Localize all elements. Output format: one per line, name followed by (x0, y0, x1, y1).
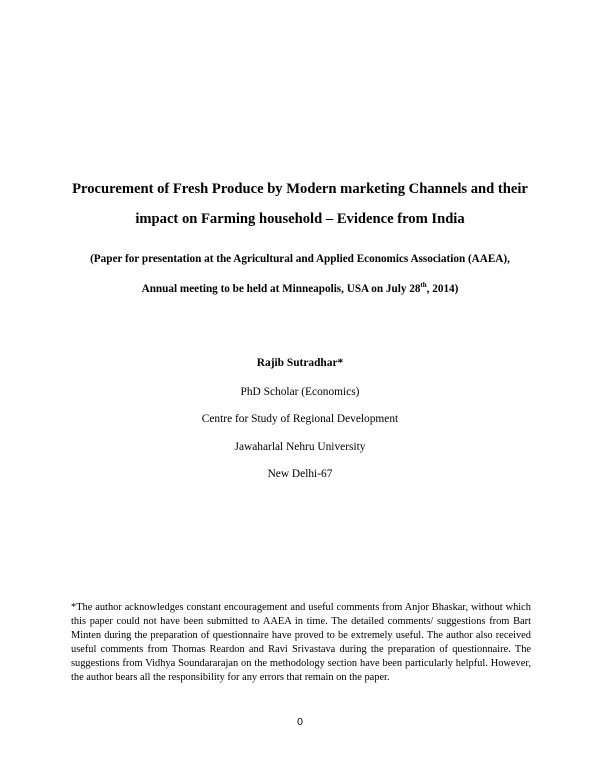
presentation-note-line-2 (0, 283, 600, 295)
paper-title-line-1: Procurement of Fresh Produce by Modern marketing Channels and their (72, 181, 528, 197)
presentation-note-superscript: th (420, 281, 427, 289)
author-university: Jawaharlal Nehru University (234, 441, 366, 453)
page-number: 0 (297, 716, 303, 728)
presentation-note-line-1: (Paper for presentation at the Agricultural and Applied Economics Association (AAEA), (90, 253, 510, 265)
author-position: PhD Scholar (Economics) (240, 386, 360, 398)
presentation-note-line-2-suffix: , 2014) (426, 283, 459, 295)
author-name: Rajib Sutradhar* (256, 357, 344, 369)
author-department: Centre for Study of Regional Development (201, 413, 399, 425)
presentation-note-line-2-prefix: Annual meeting to be held at Minneapolis, USA on July 28 (141, 283, 421, 295)
paper-title-line-2: impact on Farming household – Evidence from India (135, 211, 465, 227)
author-city: New Delhi-67 (267, 468, 333, 480)
acknowledgement-footnote: *The author acknowledges constant encouragement and useful comments from Anjor Bhaskar, without which this paper could not have been submitted to AAEA in time. The detailed comments/ suggestions from Bart Minten during the preparation of questionnaire have proved to be extremely useful. The author also received useful comments from Thomas Reardon and Ravi Srivastava during the preparation of questionnaire. The suggestions from Vidhya Soundararajan on the methodology section have been particularly helpful. However, the author bears all the responsibility for any errors that remain on the paper. (71, 602, 531, 683)
